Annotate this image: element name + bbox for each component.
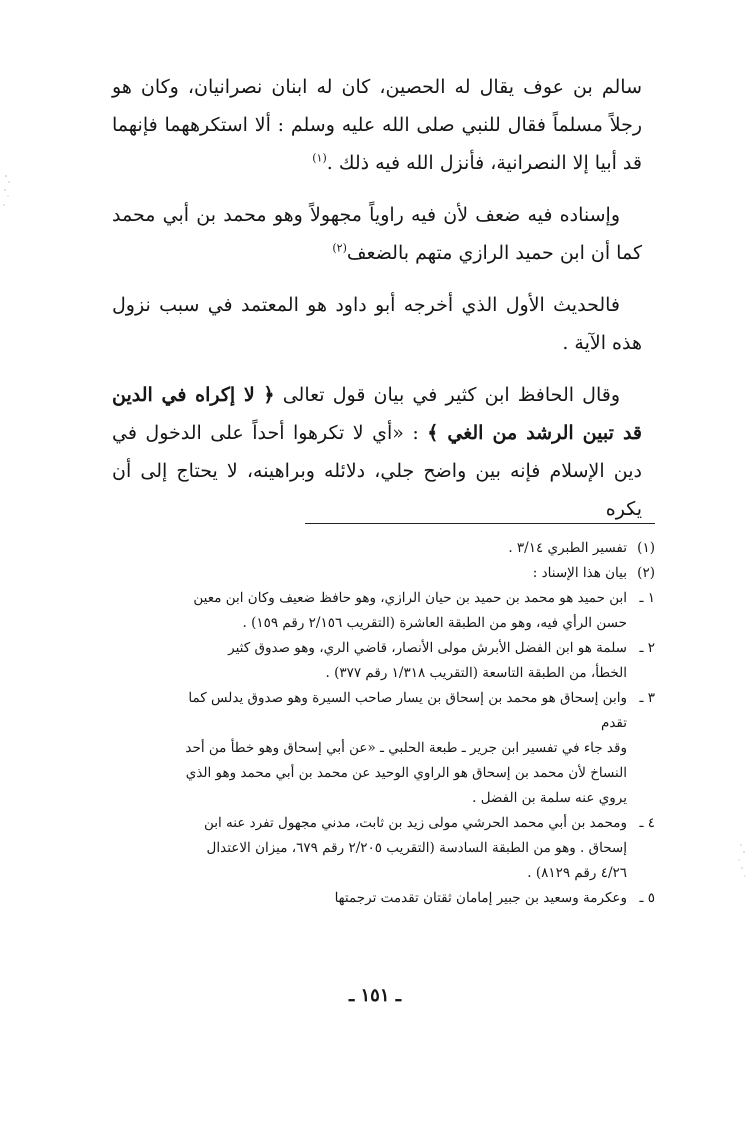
paragraph-4-rest: : «أي لا تكرهوا أحداً على الدخول في دين الإسلام فإنه بين واضح جلي، دلائله وبراهينه، لا يحتاج إلى أن يكره bbox=[112, 422, 642, 520]
isnad-line: تقدم bbox=[600, 715, 627, 731]
isnad-line: ومحمد بن أبي محمد الحرشي مولى زيد بن ثابت، مدني مجهول تفرد عنه ابن bbox=[203, 815, 627, 831]
paragraph-3-text: فالحديث الأول الذي أخرجه أبو داود هو المعتمد في سبب نزول هذه الآية . bbox=[112, 294, 642, 354]
quran-verse: ﴿ لا إكراه في الدين قد تبين الرشد من الغي ﴾ bbox=[112, 384, 642, 444]
paragraph-2 bbox=[112, 196, 642, 272]
footnote-divider bbox=[305, 523, 655, 524]
isnad-number: ٥ ـ bbox=[639, 890, 655, 906]
page-number: ـ ١٥١ ـ bbox=[348, 985, 402, 1006]
footnotes bbox=[110, 536, 655, 911]
paragraph-4 bbox=[112, 376, 642, 528]
isnad-item-4 bbox=[110, 811, 655, 886]
footnote-number: (٢) bbox=[637, 565, 655, 581]
isnad-item-5 bbox=[110, 886, 655, 911]
isnad-line: ابن حميد هو محمد بن حميد بن حيان الرازي، وهو حافظ ضعيف وكان ابن معين bbox=[193, 590, 627, 606]
isnad-number: ١ ـ bbox=[639, 590, 655, 606]
paragraph-2-text: وإسناده فيه ضعف لأن فيه راوياً مجهولاً وهو محمد بن أبي محمد كما أن ابن حميد الرازي متهم بالضعف bbox=[112, 204, 642, 264]
isnad-item-2 bbox=[110, 636, 655, 686]
footnote-2 bbox=[110, 561, 655, 586]
footnote-text: تفسير الطبري ٣/١٤ . bbox=[508, 540, 627, 556]
isnad-line: إسحاق . وهو من الطبقة السادسة (التقريب ٢/٢٠٥ رقم ٦٧٩، ميزان الاعتدال bbox=[206, 840, 627, 856]
isnad-item-1 bbox=[110, 586, 655, 636]
footnote-text: بيان هذا الإسناد : bbox=[532, 565, 627, 581]
footnote-number: (١) bbox=[637, 540, 655, 556]
isnad-line: الخطأ، من الطبقة التاسعة (التقريب ١/٣١٨ رقم ٣٧٧) . bbox=[325, 665, 627, 681]
isnad-number: ٣ ـ bbox=[639, 690, 655, 706]
isnad-number: ٢ ـ bbox=[639, 640, 655, 656]
isnad-line: سلمة هو ابن الفضل الأبرش مولى الأنصار، قاضي الري، وهو صدوق كثير bbox=[228, 640, 627, 656]
footnote-ref-2[interactable]: (٢) bbox=[332, 241, 347, 255]
paragraph-1 bbox=[112, 68, 642, 182]
isnad-line: ٤/٢٦ رقم ٨١٢٩) . bbox=[527, 865, 627, 881]
isnad-line: النساخ لأن محمد بن إسحاق هو الراوي الوحيد عن محمد بن أبي محمد وهو الذي bbox=[185, 765, 627, 781]
footnote-ref-1[interactable]: (١) bbox=[312, 151, 327, 165]
paragraph-4-lead: وقال الحافظ ابن كثير في بيان قول تعالى bbox=[274, 384, 620, 406]
isnad-line: وقد جاء في تفسير ابن جرير ـ طبعة الحلبي ـ «عن أبي إسحاق وهو خطأ من أحد bbox=[185, 740, 627, 756]
isnad-item-3 bbox=[110, 686, 655, 811]
isnad-line: وابن إسحاق هو محمد بن إسحاق بن يسار صاحب السيرة وهو صدوق يدلس كما bbox=[188, 690, 627, 706]
footnote-1 bbox=[110, 536, 655, 561]
paragraph-3 bbox=[112, 286, 642, 362]
isnad-number: ٤ ـ bbox=[639, 815, 655, 831]
paragraph-1-text: سالم بن عوف يقال له الحصين، كان له ابنان نصرانيان، وكان هو رجلاً مسلماً فقال للنبي صلى الله عليه وسلم : ألا استكرههما فإنهما قد أبيا إلا النصرانية، فأنزل الله فيه ذلك . bbox=[112, 76, 642, 174]
isnad-line: حسن الرأي فيه، وهو من الطبقة العاشرة (التقريب ٢/١٥٦ رقم ١٥٩) . bbox=[242, 615, 627, 631]
isnad-line: وعكرمة وسعيد بن جبير إمامان ثقتان تقدمت ترجمتها bbox=[334, 890, 627, 906]
isnad-line: يروي عنه سلمة بن الفضل . bbox=[472, 790, 627, 806]
main-text bbox=[112, 68, 642, 542]
